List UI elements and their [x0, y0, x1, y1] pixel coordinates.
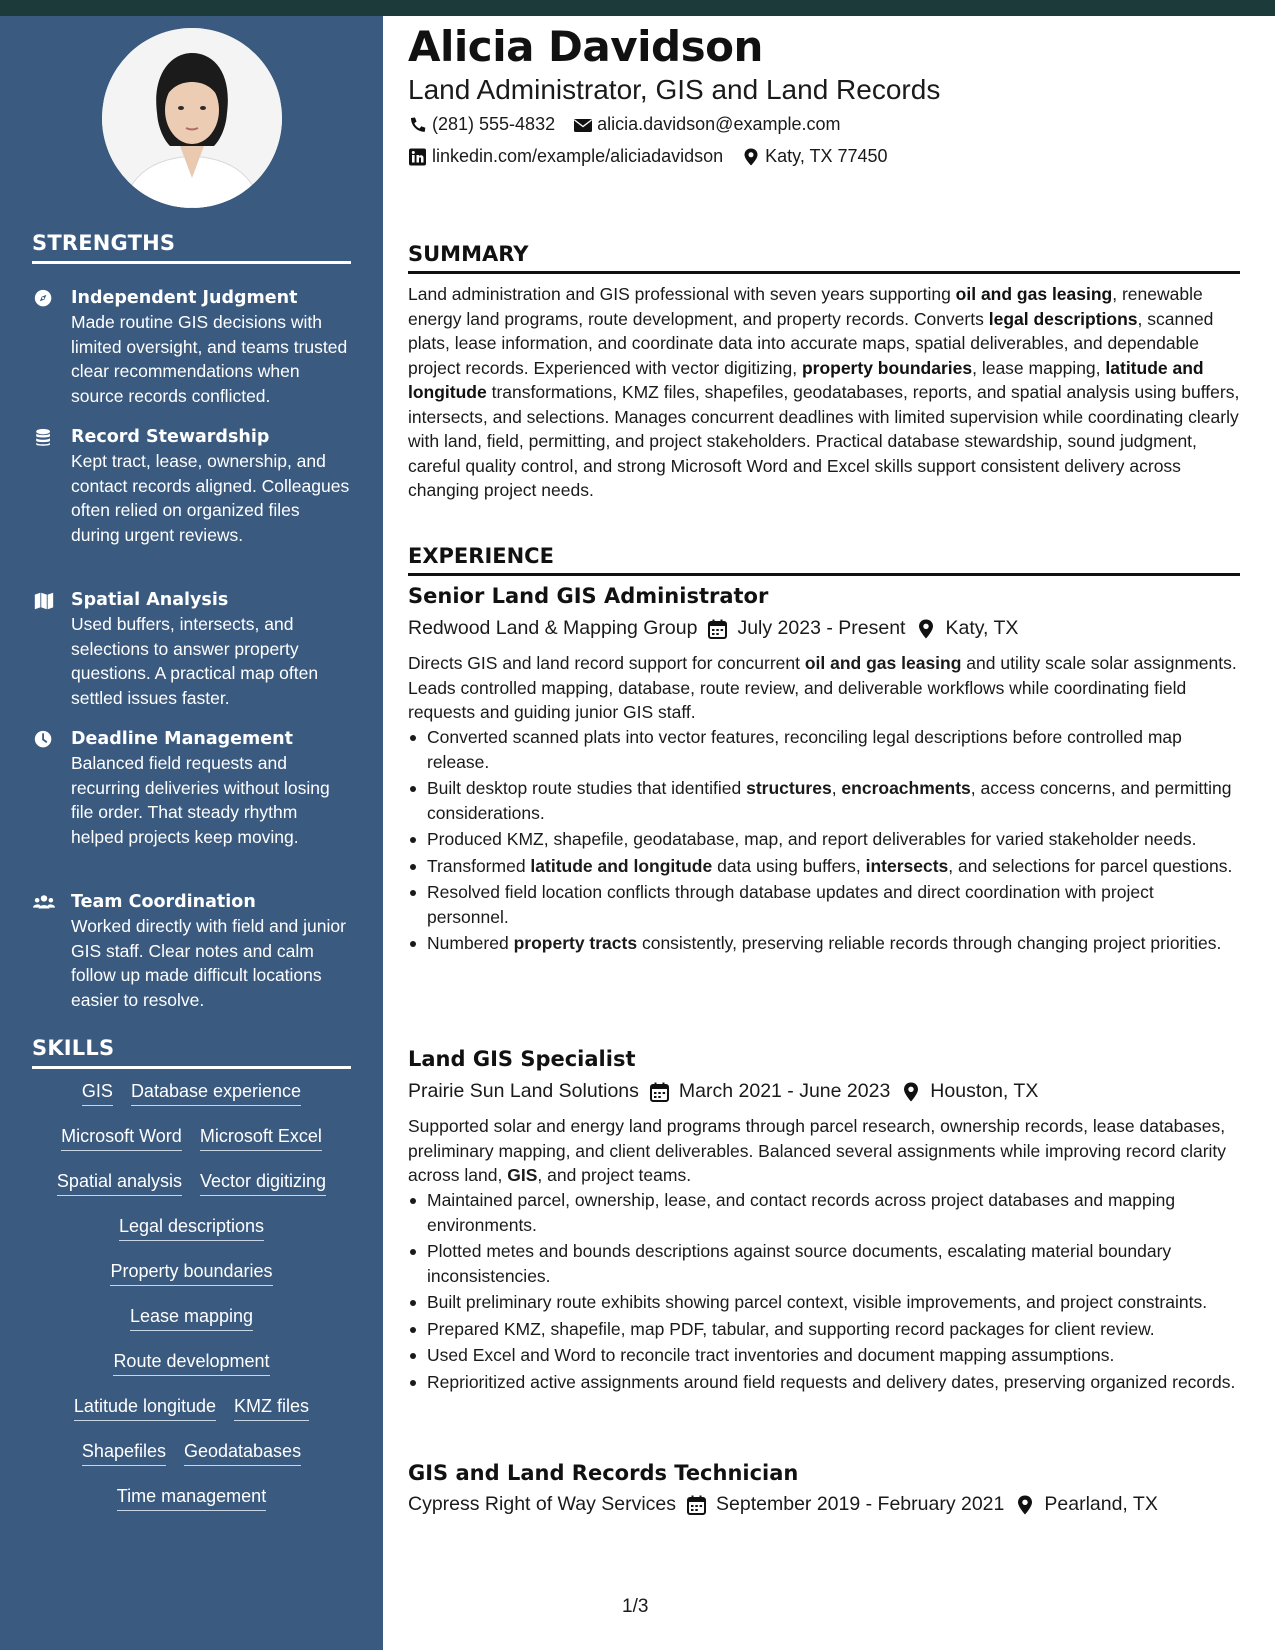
text-run: data using buffers,	[712, 855, 866, 876]
bold-text: oil and gas leasing	[955, 284, 1113, 304]
text-run: , and selections for parcel questions.	[948, 855, 1233, 876]
job-dates: July 2023 - Present	[737, 617, 906, 639]
bold-text: GIS	[507, 1165, 538, 1185]
text-run: , and project teams.	[537, 1165, 692, 1185]
contact-row	[408, 114, 858, 135]
skills-heading: SKILLS	[32, 1036, 351, 1069]
text-run: Reprioritized active assignments around field requests and delivery dates, preserving organized records.	[427, 1371, 1236, 1392]
text-run: Converted scanned plats into vector features, reconciling legal descriptions before controlled map release.	[427, 727, 1182, 772]
job-company: Redwood Land & Mapping Group	[408, 617, 698, 639]
text-run: Supported solar and energy land programs through parcel research, ownership records, lease databases, preliminary mapping, and client deliverables. Balanced several assignments while improving record clarity across land,	[408, 1116, 1227, 1185]
job-title: Senior Land GIS Administrator	[408, 584, 769, 608]
job-bullet	[408, 1370, 1240, 1395]
strength-desc: Used buffers, intersects, and selections to answer property questions. A practical map often settled issues faster.	[71, 614, 319, 708]
text-run: and utility scale solar assignments. Leads controlled mapping, database, route review, and deliverable workflows while coordinating field requests and guiding junior GIS staff.	[408, 653, 1237, 722]
job-description	[408, 651, 1240, 725]
text-run: Used Excel and Word to reconcile tract inventories and document mapping assumptions.	[427, 1345, 1115, 1365]
text-run: Resolved field location conflicts through database updates and direct coordination with project personnel.	[427, 882, 1154, 927]
strength-desc: Made routine GIS decisions with limited oversight, and teams trusted clear recommendations when source records conflicted.	[71, 312, 348, 406]
bold-text: latitude and longitude	[530, 855, 713, 876]
email-text[interactable]: alicia.davidson@example.com	[597, 114, 841, 134]
page-top-band	[383, 0, 1275, 16]
strength-item	[32, 890, 352, 1012]
job-bullet	[408, 1343, 1240, 1368]
skill-tag: Property boundaries	[110, 1260, 272, 1286]
job-bullet	[408, 854, 1240, 879]
map-pin-icon	[900, 1082, 922, 1102]
summary-text	[408, 282, 1240, 503]
calendar-icon	[649, 1082, 671, 1102]
job-bullet	[408, 1239, 1240, 1288]
skill-tag: Geodatabases	[184, 1440, 301, 1466]
job-bullet	[408, 880, 1240, 929]
bold-text: encroachments	[841, 778, 971, 798]
job-bullet	[408, 1188, 1240, 1237]
skill-tag: Microsoft Word	[61, 1125, 182, 1151]
text-run: , renewable energy land programs, route development, and property records. Converts	[408, 284, 1203, 329]
job-bullet	[408, 1317, 1240, 1342]
skill-tag: KMZ files	[234, 1395, 309, 1421]
strengths-heading: STRENGTHS	[32, 231, 351, 264]
job-meta	[408, 1080, 1038, 1103]
strength-item	[32, 727, 352, 849]
strength-title: Spatial Analysis	[71, 590, 229, 610]
bold-text: property tracts	[513, 933, 638, 953]
database-icon	[32, 427, 56, 449]
text-run: Numbered	[427, 933, 514, 953]
text-run: , scanned plats, lease information, and coordinate data into accurate maps, spatial deliverables, and dependable project records. Experienced with vector digitizing,	[408, 308, 1214, 378]
phone-icon	[408, 116, 428, 134]
bold-text: legal descriptions	[988, 308, 1138, 329]
text-run: Produced KMZ, shapefile, geodatabase, map, and report deliverables for varied stakeholder needs.	[427, 829, 1197, 849]
skills-list	[32, 1080, 351, 1530]
skill-tag: Shapefiles	[82, 1440, 166, 1466]
candidate-name: Alicia Davidson	[408, 22, 763, 71]
job-bullet	[408, 776, 1240, 825]
strength-title: Record Stewardship	[71, 427, 270, 447]
job-meta	[408, 617, 1018, 640]
strength-desc: Balanced field requests and recurring deliveries without losing file order. That steady rhythm helped projects keep moving.	[71, 753, 330, 847]
skill-tag: Route development	[113, 1350, 269, 1376]
text-run: Plotted metes and bounds descriptions against source documents, escalating material boundary inconsistencies.	[427, 1241, 1172, 1286]
location-text: Katy, TX 77450	[765, 146, 888, 166]
skill-tag: Legal descriptions	[119, 1215, 264, 1241]
contact-linkedin[interactable]	[408, 146, 723, 167]
strength-title: Independent Judgment	[71, 288, 298, 308]
text-run: Prepared KMZ, shapefile, map PDF, tabular, and supporting record packages for client review.	[427, 1318, 1155, 1339]
map-pin-icon	[915, 619, 937, 639]
job-dates: September 2019 - February 2021	[716, 1493, 1005, 1515]
profile-photo	[102, 28, 282, 208]
text-run: Built desktop route studies that identified	[427, 778, 747, 798]
strength-item	[32, 286, 352, 408]
job-location: Pearland, TX	[1044, 1493, 1158, 1515]
job-company: Cypress Right of Way Services	[408, 1493, 677, 1515]
calendar-icon	[707, 619, 729, 639]
text-run: Built preliminary route exhibits showing parcel context, visible improvements, and project constraints.	[427, 1292, 1208, 1312]
experience-heading: EXPERIENCE	[408, 544, 1240, 576]
bold-text: latitude and longitude	[408, 357, 1204, 402]
skill-tag: Lease mapping	[130, 1305, 253, 1331]
bold-text: structures	[746, 778, 832, 798]
text-run: , access concerns, and permitting considerations.	[427, 778, 1232, 823]
job-location: Houston, TX	[930, 1080, 1039, 1102]
sidebar	[0, 0, 383, 1650]
strength-title: Deadline Management	[71, 729, 293, 749]
job-meta	[408, 1493, 1158, 1516]
job-location: Katy, TX	[945, 617, 1019, 639]
calendar-icon	[686, 1495, 708, 1515]
phone-text: (281) 555-4832	[432, 114, 556, 134]
text-run: ,	[831, 778, 842, 798]
bold-text: oil and gas leasing	[804, 653, 962, 673]
job-company: Prairie Sun Land Solutions	[408, 1080, 639, 1102]
text-run: Transformed	[427, 855, 531, 876]
strength-item	[32, 425, 352, 547]
map-pin-icon	[741, 148, 761, 166]
strength-title: Team Coordination	[71, 892, 256, 912]
job-bullet	[408, 1290, 1240, 1315]
strength-item	[32, 588, 352, 710]
users-icon	[32, 892, 56, 914]
text-run: Maintained parcel, ownership, lease, and contact records across project databases and mapping environments.	[427, 1190, 1176, 1235]
skill-tag: Microsoft Excel	[200, 1125, 322, 1151]
envelope-icon	[573, 116, 593, 134]
job-bullet	[408, 827, 1240, 852]
candidate-title: Land Administrator, GIS and Land Records	[408, 74, 941, 105]
text-run: consistently, preserving reliable records through changing project priorities.	[637, 933, 1222, 953]
job-bullets	[408, 1188, 1240, 1396]
job-title: GIS and Land Records Technician	[408, 1461, 799, 1485]
text-run: , lease mapping,	[972, 357, 1106, 378]
text-run: transformations, KMZ files, shapefiles, geodatabases, reports, and spatial analysis using buffers, intersects, and selections. Manages concurrent deadlines with limited supervision while coordinating clearly with land, field, permitting, and project stakeholders. Practical database stewardship, sound judgment, careful quality control, and strong Microsoft Word and Excel skills support consistent delivery across changing project needs.	[408, 382, 1240, 500]
skill-tag: Spatial analysis	[57, 1170, 182, 1196]
linkedin-icon	[408, 148, 428, 166]
summary-heading: SUMMARY	[408, 242, 1240, 274]
bold-text: property boundaries	[801, 357, 973, 378]
strength-desc: Worked directly with field and junior GIS staff. Clear notes and calm follow up made difficult locations easier to resolve.	[71, 916, 346, 1010]
contact-phone	[408, 114, 555, 135]
skill-tag: Latitude longitude	[74, 1395, 216, 1421]
job-dates: March 2021 - June 2023	[678, 1080, 891, 1102]
job-bullet	[408, 931, 1240, 956]
contact-location	[741, 146, 887, 167]
compass-icon	[32, 288, 56, 310]
skill-tag: Time management	[117, 1485, 266, 1511]
clock-icon	[32, 729, 56, 751]
job-description	[408, 1114, 1240, 1188]
bold-text: intersects	[865, 855, 949, 876]
job-bullets	[408, 725, 1240, 958]
text-run: Directs GIS and land record support for concurrent	[408, 653, 805, 673]
contact-email[interactable]	[573, 114, 840, 135]
skill-tag: Vector digitizing	[200, 1170, 326, 1196]
contact-row	[408, 146, 906, 167]
linkedin-text[interactable]: linkedin.com/example/aliciadavidson	[432, 146, 724, 166]
skill-tag: Database experience	[131, 1080, 301, 1106]
page-number: 1/3	[622, 1596, 649, 1617]
map-icon	[32, 590, 56, 612]
text-run: Land administration and GIS professional with seven years supporting	[408, 284, 956, 304]
skill-tag: GIS	[82, 1080, 113, 1106]
job-title: Land GIS Specialist	[408, 1047, 636, 1071]
map-pin-icon	[1014, 1495, 1036, 1515]
job-bullet	[408, 725, 1240, 774]
strength-desc: Kept tract, lease, ownership, and contact records aligned. Colleagues often relied on organized files during urgent reviews.	[71, 451, 350, 545]
sidebar-top-band	[0, 0, 383, 16]
